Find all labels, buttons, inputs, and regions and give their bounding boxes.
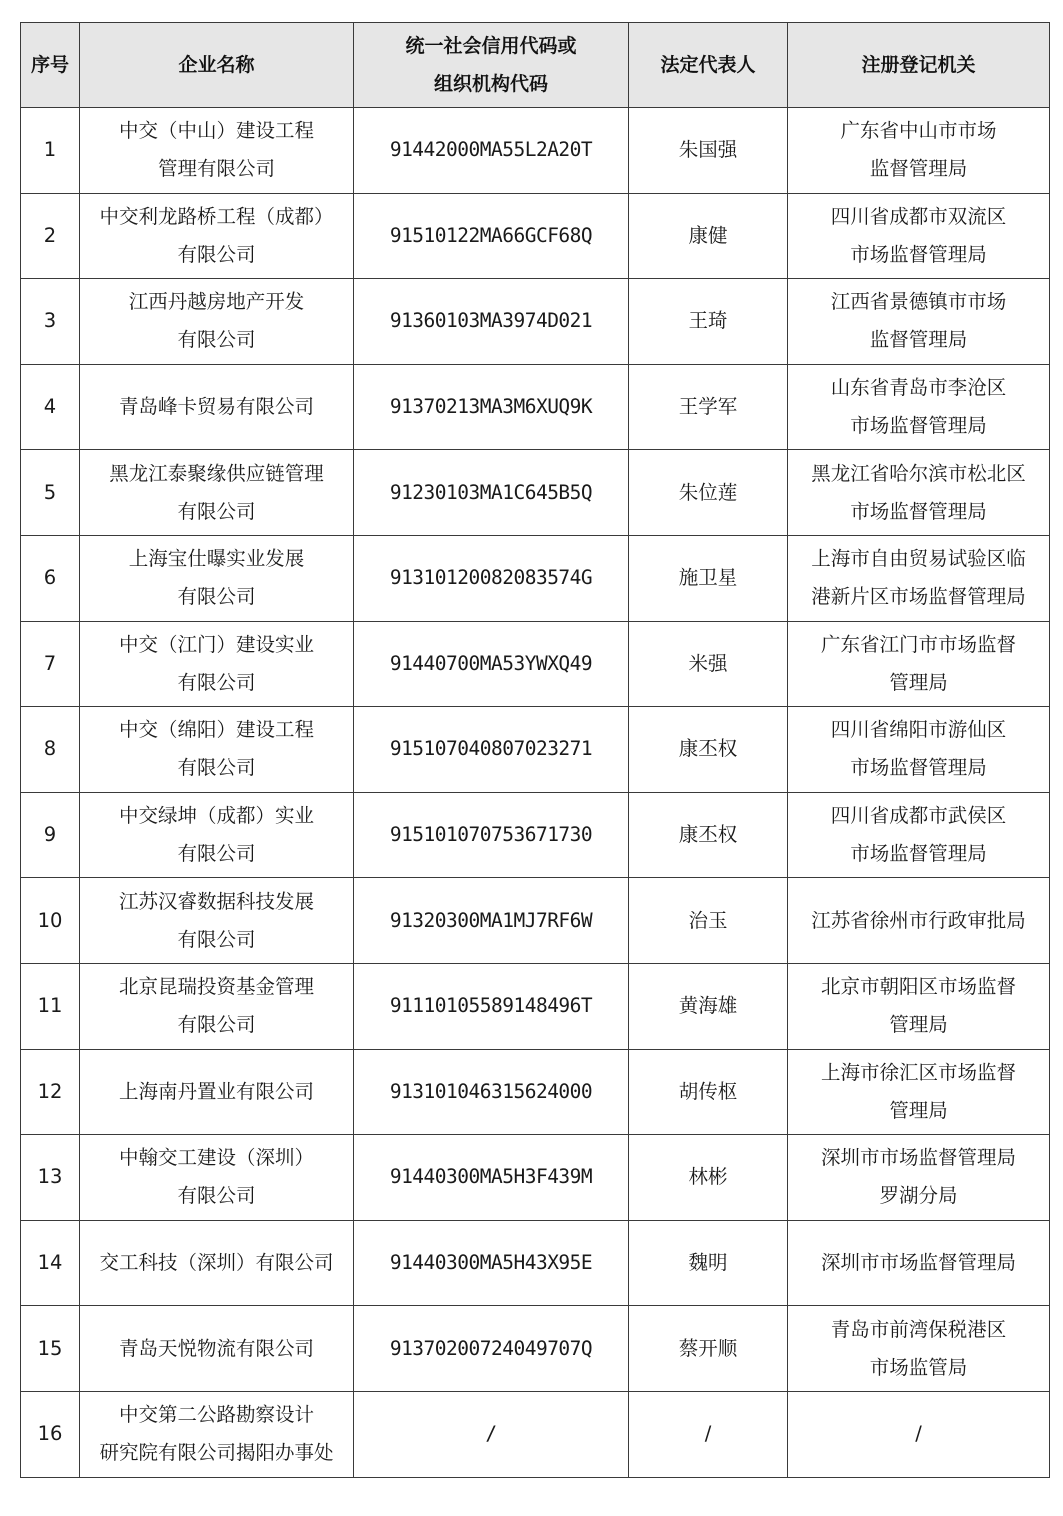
legal-representative: 米强 xyxy=(688,651,728,675)
table-row xyxy=(21,364,1050,450)
cell-company xyxy=(80,193,354,279)
row-index: 7 xyxy=(43,651,57,675)
header-code-line2: 组织机构代码 xyxy=(433,73,548,95)
company-name-line: 有限公司 xyxy=(177,670,256,694)
table-row xyxy=(21,450,1050,536)
company-registry-table xyxy=(20,22,1050,1478)
row-index: 5 xyxy=(43,480,57,504)
credit-code: 91442000MA55L2A20T xyxy=(389,138,593,162)
row-index: 12 xyxy=(37,1079,63,1103)
cell-index xyxy=(21,963,80,1049)
row-index: 4 xyxy=(43,395,57,419)
cell-representative xyxy=(629,1391,788,1477)
credit-code: 91440300MA5H3F439M xyxy=(389,1165,593,1189)
cell-index xyxy=(21,707,80,793)
legal-representative: 康健 xyxy=(688,223,728,247)
registration-authority-line: 江西省景德镇市市场 xyxy=(830,290,1007,314)
cell-authority xyxy=(788,878,1050,964)
cell-index xyxy=(21,535,80,621)
cell-representative xyxy=(629,1220,788,1306)
registration-authority-line: 市场监管局 xyxy=(869,1355,968,1379)
credit-code: 915107040807023271 xyxy=(389,737,593,761)
cell-authority xyxy=(788,1220,1050,1306)
credit-code: 91370200724049707Q xyxy=(389,1336,593,1360)
registration-authority-line: 四川省成都市武侯区 xyxy=(830,804,1007,828)
table-row xyxy=(21,1049,1050,1135)
header-code-line1: 统一社会信用代码或 xyxy=(405,35,577,57)
registration-authority-line: 江苏省徐州市行政审批局 xyxy=(811,908,1026,932)
company-name-line: 有限公司 xyxy=(177,1184,256,1208)
cell-index xyxy=(21,621,80,707)
credit-code: 91360103MA3974D021 xyxy=(389,309,593,333)
legal-representative: 王琦 xyxy=(688,309,728,333)
registration-authority-line: 四川省绵阳市游仙区 xyxy=(830,718,1007,742)
legal-representative: 康丕权 xyxy=(678,737,738,761)
registration-authority-line: 北京市朝阳区市场监督 xyxy=(820,975,1016,999)
company-name-line: 有限公司 xyxy=(177,242,256,266)
registration-authority-line: 市场监督管理局 xyxy=(850,499,987,523)
table-row xyxy=(21,878,1050,964)
company-name-line: 有限公司 xyxy=(177,328,256,352)
cell-authority xyxy=(788,1049,1050,1135)
cell-index xyxy=(21,792,80,878)
registration-authority-line: 黑龙江省哈尔滨市松北区 xyxy=(811,461,1026,485)
company-name-line: 中翰交工建设（深圳） xyxy=(118,1146,314,1170)
cell-authority xyxy=(788,108,1050,194)
cell-representative xyxy=(629,707,788,793)
legal-representative: 康丕权 xyxy=(678,823,738,847)
cell-authority xyxy=(788,792,1050,878)
cell-company xyxy=(80,1391,354,1477)
table-row xyxy=(21,1220,1050,1306)
table-row xyxy=(21,1135,1050,1221)
credit-code: 91320300MA1MJ7RF6W xyxy=(389,908,593,932)
cell-company xyxy=(80,108,354,194)
company-name-line: 有限公司 xyxy=(177,1013,256,1037)
cell-code xyxy=(354,878,629,964)
header-authority: 注册登记机关 xyxy=(788,23,1050,108)
cell-index xyxy=(21,878,80,964)
cell-authority xyxy=(788,450,1050,536)
cell-authority xyxy=(788,963,1050,1049)
credit-code: / xyxy=(485,1422,497,1446)
company-name-line: 中交绿坤（成都）实业 xyxy=(118,804,314,828)
company-name-line: 有限公司 xyxy=(177,756,256,780)
company-name-line: 江苏汉睿数据科技发展 xyxy=(118,889,314,913)
legal-representative: 治玉 xyxy=(688,908,728,932)
company-name-line: 中交（中山）建设工程 xyxy=(118,119,314,143)
row-index: 6 xyxy=(43,566,57,590)
cell-company xyxy=(80,1306,354,1392)
registration-authority-line: 四川省成都市双流区 xyxy=(830,204,1007,228)
company-name-line: 交工科技（深圳）有限公司 xyxy=(99,1251,334,1275)
cell-code xyxy=(354,1306,629,1392)
cell-representative xyxy=(629,1049,788,1135)
table-row xyxy=(21,963,1050,1049)
registration-authority-line: 青岛市前湾保税港区 xyxy=(830,1317,1007,1341)
cell-index xyxy=(21,108,80,194)
cell-code xyxy=(354,621,629,707)
legal-representative: 施卫星 xyxy=(678,566,738,590)
company-name-line: 管理有限公司 xyxy=(157,157,275,181)
legal-representative: 黄海雄 xyxy=(678,994,738,1018)
company-name-line: 青岛天悦物流有限公司 xyxy=(118,1336,314,1360)
cell-authority xyxy=(788,1391,1050,1477)
header-representative: 法定代表人 xyxy=(629,23,788,108)
registration-authority-line: 监督管理局 xyxy=(869,157,968,181)
company-name-line: 有限公司 xyxy=(177,842,256,866)
row-index: 14 xyxy=(37,1251,63,1275)
row-index: 9 xyxy=(43,823,57,847)
cell-company xyxy=(80,878,354,964)
cell-representative xyxy=(629,878,788,964)
registration-authority-line: / xyxy=(915,1422,922,1446)
registration-authority-line: 监督管理局 xyxy=(869,328,968,352)
cell-index xyxy=(21,279,80,365)
cell-company xyxy=(80,1220,354,1306)
legal-representative: 王学军 xyxy=(678,395,738,419)
row-index: 11 xyxy=(37,994,63,1018)
cell-index xyxy=(21,1306,80,1392)
row-index: 13 xyxy=(37,1165,63,1189)
cell-code xyxy=(354,193,629,279)
cell-company xyxy=(80,1049,354,1135)
cell-representative xyxy=(629,193,788,279)
cell-authority xyxy=(788,535,1050,621)
cell-company xyxy=(80,621,354,707)
cell-code xyxy=(354,707,629,793)
table-row xyxy=(21,707,1050,793)
cell-company xyxy=(80,707,354,793)
cell-index xyxy=(21,1049,80,1135)
row-index: 15 xyxy=(37,1336,63,1360)
credit-code: 91370213MA3M6XUQ9K xyxy=(389,395,593,419)
cell-index xyxy=(21,450,80,536)
registration-authority-line: 管理局 xyxy=(889,670,948,694)
header-index: 序号 xyxy=(21,23,80,108)
legal-representative: / xyxy=(704,1422,712,1446)
table-row xyxy=(21,621,1050,707)
cell-company xyxy=(80,364,354,450)
cell-company xyxy=(80,792,354,878)
cell-code xyxy=(354,792,629,878)
registration-authority-line: 管理局 xyxy=(889,1098,948,1122)
cell-company xyxy=(80,1135,354,1221)
company-name-line: 黑龙江泰聚缘供应链管理 xyxy=(109,461,324,485)
cell-index xyxy=(21,364,80,450)
registration-authority-line: 罗湖分局 xyxy=(879,1184,958,1208)
credit-code: 91230103MA1C645B5Q xyxy=(389,480,593,504)
cell-code xyxy=(354,963,629,1049)
cell-index xyxy=(21,1391,80,1477)
company-name-line: 北京昆瑞投资基金管理 xyxy=(118,975,314,999)
row-index: 2 xyxy=(43,223,57,247)
credit-code: 91440700MA53YWXQ49 xyxy=(389,651,593,675)
legal-representative: 朱位莲 xyxy=(678,480,738,504)
legal-representative: 胡传枢 xyxy=(678,1079,738,1103)
legal-representative: 林彬 xyxy=(688,1165,728,1189)
cell-authority xyxy=(788,621,1050,707)
cell-representative xyxy=(629,535,788,621)
cell-code xyxy=(354,1391,629,1477)
table-row xyxy=(21,108,1050,194)
table-row xyxy=(21,1306,1050,1392)
registration-authority-line: 市场监督管理局 xyxy=(850,842,987,866)
cell-authority xyxy=(788,707,1050,793)
credit-code: 913101046315624000 xyxy=(389,1079,593,1103)
cell-index xyxy=(21,193,80,279)
row-index: 10 xyxy=(37,908,63,932)
cell-representative xyxy=(629,108,788,194)
cell-representative xyxy=(629,450,788,536)
cell-representative xyxy=(629,792,788,878)
cell-code xyxy=(354,1049,629,1135)
registration-authority-line: 市场监督管理局 xyxy=(850,242,987,266)
table-row xyxy=(21,792,1050,878)
registration-authority-line: 上海市徐汇区市场监督 xyxy=(820,1060,1016,1084)
cell-company xyxy=(80,279,354,365)
credit-code: 91110105589148496T xyxy=(389,994,593,1018)
cell-code xyxy=(354,450,629,536)
cell-authority xyxy=(788,193,1050,279)
row-index: 16 xyxy=(37,1422,63,1446)
table-row xyxy=(21,535,1050,621)
cell-representative xyxy=(629,364,788,450)
row-index: 8 xyxy=(43,737,57,761)
registration-authority-line: 市场监督管理局 xyxy=(850,414,987,438)
cell-representative xyxy=(629,1135,788,1221)
legal-representative: 朱国强 xyxy=(678,138,738,162)
company-name-line: 中交（江门）建设实业 xyxy=(118,632,314,656)
company-name-line: 中交第二公路勘察设计 xyxy=(118,1403,314,1427)
registration-authority-line: 广东省江门市市场监督 xyxy=(820,632,1016,656)
table-row xyxy=(21,279,1050,365)
credit-code: 91510122MA66GCF68Q xyxy=(389,223,593,247)
registration-authority-line: 上海市自由贸易试验区临 xyxy=(811,547,1026,571)
row-index: 1 xyxy=(43,138,57,162)
table-row xyxy=(21,1391,1050,1477)
cell-authority xyxy=(788,364,1050,450)
header-company: 企业名称 xyxy=(80,23,354,108)
company-name-line: 有限公司 xyxy=(177,927,256,951)
legal-representative: 蔡开顺 xyxy=(678,1336,738,1360)
company-name-line: 中交（绵阳）建设工程 xyxy=(118,718,314,742)
registration-authority-line: 市场监督管理局 xyxy=(850,756,987,780)
legal-representative: 魏明 xyxy=(688,1251,728,1275)
company-name-line: 青岛峰卡贸易有限公司 xyxy=(118,395,314,419)
cell-authority xyxy=(788,1135,1050,1221)
cell-authority xyxy=(788,1306,1050,1392)
registration-authority-line: 管理局 xyxy=(889,1013,948,1037)
credit-code: 91440300MA5H43X95E xyxy=(389,1251,593,1275)
company-name-line: 研究院有限公司揭阳办事处 xyxy=(99,1441,334,1465)
table-row xyxy=(21,193,1050,279)
company-name-line: 有限公司 xyxy=(177,499,256,523)
cell-index xyxy=(21,1220,80,1306)
cell-code xyxy=(354,279,629,365)
row-index: 3 xyxy=(43,309,57,333)
cell-code xyxy=(354,364,629,450)
credit-code: 915101070753671730 xyxy=(389,823,593,847)
cell-representative xyxy=(629,963,788,1049)
cell-code xyxy=(354,108,629,194)
registration-authority-line: 广东省中山市市场 xyxy=(840,119,997,143)
cell-company xyxy=(80,963,354,1049)
company-name-line: 上海南丹置业有限公司 xyxy=(118,1079,314,1103)
registration-authority-line: 港新片区市场监督管理局 xyxy=(811,585,1026,609)
credit-code: 91310120082083574G xyxy=(389,566,593,590)
company-name-line: 江西丹越房地产开发 xyxy=(128,290,305,314)
registration-authority-line: 深圳市市场监督管理局 xyxy=(820,1146,1016,1170)
cell-code xyxy=(354,535,629,621)
table-header-row xyxy=(21,23,1050,108)
header-code xyxy=(354,23,629,108)
registration-authority-line: 山东省青岛市李沧区 xyxy=(830,376,1007,400)
registration-authority-line: 深圳市市场监督管理局 xyxy=(820,1251,1016,1275)
company-name-line: 中交利龙路桥工程（成都） xyxy=(99,204,334,228)
cell-authority xyxy=(788,279,1050,365)
cell-representative xyxy=(629,279,788,365)
company-name-line: 上海宝仕曝实业发展 xyxy=(128,547,305,571)
cell-index xyxy=(21,1135,80,1221)
cell-company xyxy=(80,450,354,536)
cell-representative xyxy=(629,621,788,707)
cell-code xyxy=(354,1220,629,1306)
cell-representative xyxy=(629,1306,788,1392)
cell-code xyxy=(354,1135,629,1221)
company-name-line: 有限公司 xyxy=(177,585,256,609)
cell-company xyxy=(80,535,354,621)
